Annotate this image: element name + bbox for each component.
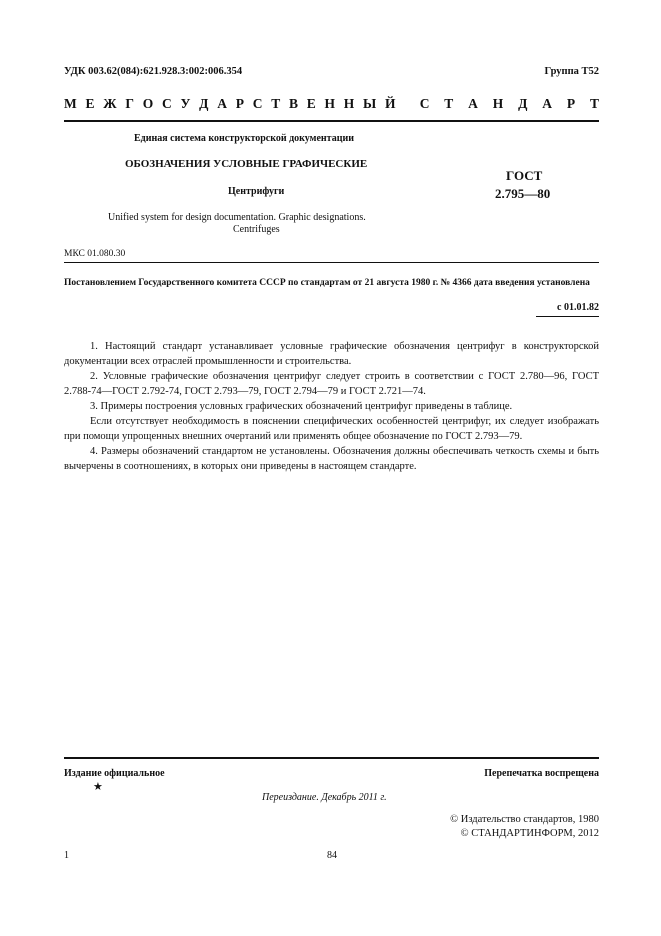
paragraph: Если отсутствует необходимость в пояснении специфических особенностей центрифуг, их следует изображать при помощи упрощенных внешних очертаний или применять общее обозначение по ГОСТ 2.793—79. [64, 416, 599, 442]
interstate-letter: А [217, 96, 227, 111]
mks-code: МКС 01.080.30 [64, 249, 126, 259]
interstate-letter: Е [306, 96, 316, 111]
interstate-letter: Е [85, 96, 95, 111]
body-text [64, 339, 599, 474]
decree-text: Постановлением Государственного комитета СССР по стандартам от 21 августа 1980 г. № 4366 дата введения установлена [64, 278, 590, 288]
group-code: Группа Т52 [544, 66, 599, 77]
interstate-letter: Й [385, 96, 396, 111]
reissue-note: Переиздание. Декабрь 2011 г. [262, 792, 387, 803]
eskd-system-title: Единая система конструкторской документации [134, 133, 354, 144]
interstate-letter: М [64, 96, 77, 111]
interstate-letter: Ы [363, 96, 377, 111]
interstate-letter: Р [235, 96, 244, 111]
paragraph: 4. Размеры обозначений стандартом не установлены. Обозначения должны обеспечивать четкость схемы и быть вычерчены в соотношениях, в которых они приведены в настоящем стандарте. [64, 446, 599, 472]
paragraph: 3. Примеры построения условных графических обозначений центрифуг приведены в таблице. [90, 401, 513, 412]
footer-rule [64, 757, 599, 759]
document-subtitle: Центрифуги [228, 186, 285, 197]
standard-letter: Н [492, 96, 504, 111]
gost-label: ГОСТ [506, 168, 543, 183]
paragraph: 2. Условные графические обозначения центрифуг следует строить в соответствии с ГОСТ 2.780—96, ГОСТ 2.788-74—ГОСТ 2.792-74, ГОСТ 2.793—79, ГОСТ 2.794—79 и ГОСТ 2.721—74. [64, 371, 599, 397]
interstate-letter: Т [271, 96, 281, 111]
gost-number: 2.795—80 [495, 186, 551, 201]
reprint-ban-label: Перепечатка воспрещена [484, 768, 599, 779]
interstate-letter: Н [324, 96, 336, 111]
standard-letter: Д [518, 96, 528, 111]
standard-letter: Т [444, 96, 454, 111]
copyright-line-1: © Издательство стандартов, 1980 [450, 814, 599, 825]
interstate-letter: Ж [103, 96, 117, 111]
standard-letter: Р [566, 96, 576, 111]
header-rule [64, 120, 599, 122]
mks-rule [64, 262, 599, 263]
interstate-letter: С [161, 96, 172, 111]
udk-code: УДК 003.62(084):621.928.3:002:006.354 [64, 66, 243, 77]
official-edition-label: Издание официальное [64, 768, 165, 779]
standard-letter: А [542, 96, 552, 111]
interstate-letter: Н [343, 96, 355, 111]
paragraph: 1. Настоящий стандарт устанавливает условные графические обозначения центрифуг в конструкторской документации всех отраслей промышленности и строительства. [64, 341, 599, 367]
english-title-line1: Unified system for design documentation. Graphic designations. [108, 212, 366, 223]
interstate-standard-heading [64, 96, 599, 112]
standard-letter: А [468, 96, 478, 111]
interstate-letter: У [180, 96, 191, 111]
date-rule [536, 316, 599, 317]
standard-word [420, 96, 599, 112]
document-title: ОБОЗНАЧЕНИЯ УСЛОВНЫЕ ГРАФИЧЕСКИЕ [125, 158, 368, 170]
effective-date: с 01.01.82 [557, 302, 599, 313]
interstate-word [64, 96, 396, 112]
interstate-letter: Д [199, 96, 209, 111]
english-title-line2: Centrifuges [233, 224, 280, 235]
interstate-letter: О [142, 96, 154, 111]
interstate-letter: Г [125, 96, 134, 111]
page-number: 84 [327, 850, 337, 861]
interstate-letter: С [252, 96, 263, 111]
copyright-line-2: © СТАНДАРТИНФОРМ, 2012 [460, 828, 599, 839]
page-marker: 1 [64, 850, 69, 861]
standard-letter: С [419, 96, 430, 111]
interstate-letter: В [288, 96, 298, 111]
standard-letter: Т [589, 96, 599, 111]
star-mark: ★ [93, 781, 103, 793]
